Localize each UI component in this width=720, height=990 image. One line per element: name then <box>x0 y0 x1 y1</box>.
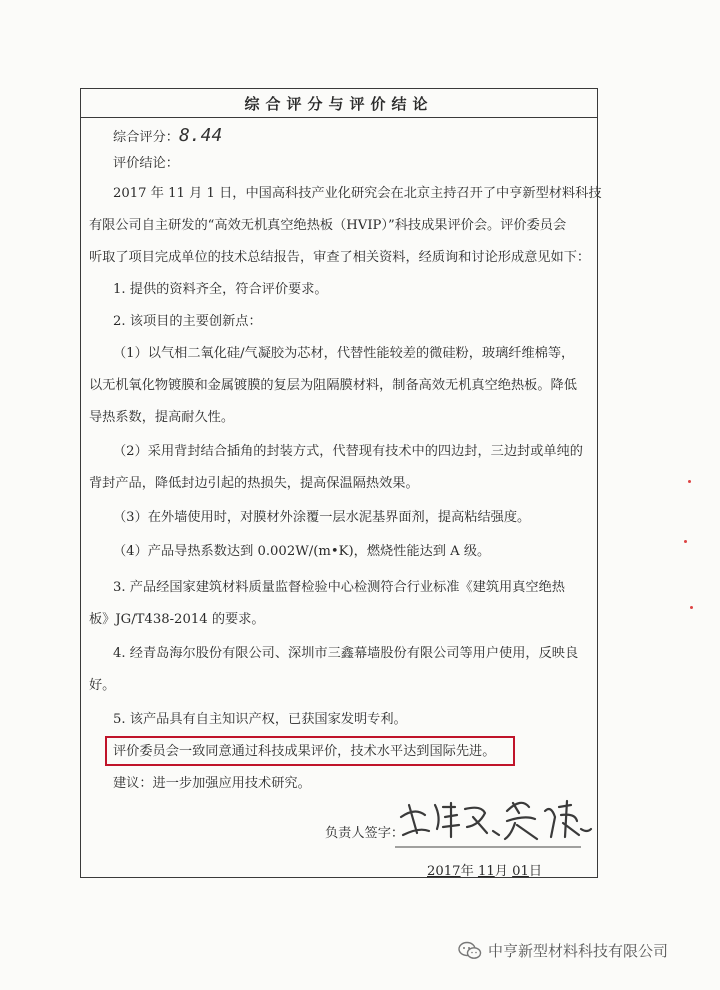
sub-2-line-1: （2）采用背封结合插角的封装方式，代替现有技术中的四边封，三边封或单纯的 <box>113 444 583 459</box>
footer-brand: 中亨新型材料科技有限公司 <box>488 942 669 960</box>
conclusion-label: 评价结论： <box>113 156 179 171</box>
sub-1-line-1: （1）以气相二氧化硅/气凝胶为芯材，代替性能较差的微硅粉，玻璃纤维棉等， <box>113 346 575 361</box>
highlight-text: 评价委员会一致同意通过科技成果评价，技术水平达到国际先进。 <box>113 744 496 759</box>
footer-watermark <box>458 940 668 961</box>
date-day-unit: 日 <box>528 864 543 879</box>
intro-line-2: 有限公司自主研发的“高效无机真空绝热板（HVIP）”科技成果评价会。评价委员会 <box>89 218 567 233</box>
item-1: 1. 提供的资料齐全，符合评价要求。 <box>113 282 328 297</box>
date-day: 01 <box>512 864 529 879</box>
scan-mark <box>684 540 687 543</box>
sub-4: （4）产品导热系数达到 0.002W/(m•K)，燃烧性能达到 A 级。 <box>113 544 491 559</box>
sub-2-line-2: 背封产品，降低封边引起的热损失，提高保温隔热效果。 <box>89 476 419 491</box>
sub-1-line-3: 导热系数，提高耐久性。 <box>89 410 235 425</box>
intro-line-1: 2017 年 11 月 1 日，中国高科技产业化研究会在北京主持召开了中亨新型材料科技 <box>113 186 602 201</box>
signature-label: 负责人签字： <box>325 826 405 841</box>
date-line <box>427 859 542 884</box>
form-title: 综合评分与评价结论 <box>81 89 597 118</box>
date-year-unit: 年 <box>460 864 474 879</box>
signature-image <box>395 777 595 847</box>
scan-mark <box>690 606 693 609</box>
intro-line-3: 听取了项目完成单位的技术总结报告，审查了相关资料，经质询和讨论形成意见如下： <box>89 250 591 265</box>
evaluation-form <box>80 88 602 879</box>
item-2: 2. 该项目的主要创新点： <box>113 314 262 329</box>
score-value: 8.44 <box>178 125 223 146</box>
scan-mark <box>688 480 691 483</box>
date-month-unit: 月 <box>494 864 508 879</box>
sub-3: （3）在外墙使用时，对膜材外涂覆一层水泥基界面剂，提高粘结强度。 <box>113 510 531 525</box>
score-label: 综合评分： <box>113 130 179 145</box>
score-line <box>113 123 222 150</box>
item-4-line-2: 好。 <box>89 678 116 693</box>
form-content <box>81 117 602 879</box>
date-year: 2017 <box>427 864 461 879</box>
suggestion: 建议：进一步加强应用技术研究。 <box>113 776 311 791</box>
item-3-line-2: 板》JG/T438-2014 的要求。 <box>89 612 265 627</box>
item-3-line-1: 3. 产品经国家建筑材料质量监督检验中心检测符合行业标准《建筑用真空绝热 <box>113 580 565 595</box>
item-5: 5. 该产品具有自主知识产权，已获国家发明专利。 <box>113 712 407 727</box>
sub-1-line-2: 以无机氧化物镀膜和金属镀膜的复层为阻隔膜材料，制备高效无机真空绝热板。降低 <box>89 378 577 393</box>
date-month: 11 <box>477 864 495 879</box>
wechat-icon <box>458 941 482 961</box>
signature-line <box>395 843 585 851</box>
item-4-line-1: 4. 经青岛海尔股份有限公司、深圳市三鑫幕墙股份有限公司等用户使用，反映良 <box>113 646 579 661</box>
